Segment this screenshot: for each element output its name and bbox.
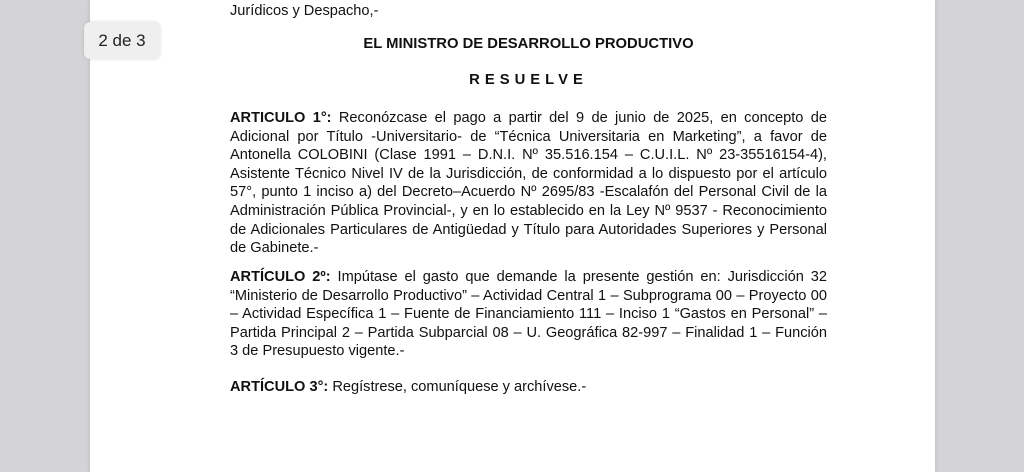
article-3-text: Regístrese, comuníquese y archívese.- bbox=[328, 379, 587, 395]
article-1-label: ARTICULO 1°: bbox=[230, 110, 332, 126]
minister-heading: EL MINISTRO DE DESARROLLO PRODUCTIVO bbox=[363, 36, 694, 52]
article-1-text: Reconózcase el pago a partir del 9 de junio de 2025, en concepto de Adicional por Título -Universitario- de “Técnica Universitaria en Marketing”, a favor de Antonella COLOBINI (Clase 1991 – D.N.I. Nº 35.516.154 – C.U.I.L. Nº 23-35516154-4), Asistente Técnico Nivel IV de la Jurisdicción, de conformidad a lo dispuesto por el artículo 57°, punto 1 inciso a) del Decreto–Acuerdo Nº 2695/83 -Escalafón del Personal Civil de la Administración Pública Provincial-, y en lo establecido en la Ley Nº 9537 - Reconocimiento de Adicionales Particulares de Antigüedad y Título para Autoridades Superiores y Personal de Gabinete.- bbox=[230, 110, 827, 257]
article-3 bbox=[230, 378, 827, 397]
article-2 bbox=[230, 268, 827, 361]
article-1 bbox=[230, 109, 827, 258]
previous-text-line: Jurídicos y Despacho,- bbox=[230, 3, 379, 19]
article-3-label: ARTÍCULO 3°: bbox=[230, 379, 329, 395]
page-counter: 2 de 3 bbox=[84, 22, 160, 59]
article-2-label: ARTÍCULO 2º: bbox=[230, 269, 331, 285]
resuelve-heading: RESUELVE bbox=[469, 72, 588, 88]
article-2-text: Impútase el gasto que demande la presente gestión en: Jurisdicción 32 “Ministerio de Desarrollo Productivo” – Actividad Central 1 – Subprograma 00 – Proyecto 00 – Actividad Específica 1 – Fuente de Financiamiento 111 – Inciso 1 “Gastos en Personal” – Partida Principal 2 – Partida Subparcial 08 – U. Geográfica 82-997 – Finalidad 1 – Función 3 de Presupuesto vigente.- bbox=[230, 269, 827, 360]
